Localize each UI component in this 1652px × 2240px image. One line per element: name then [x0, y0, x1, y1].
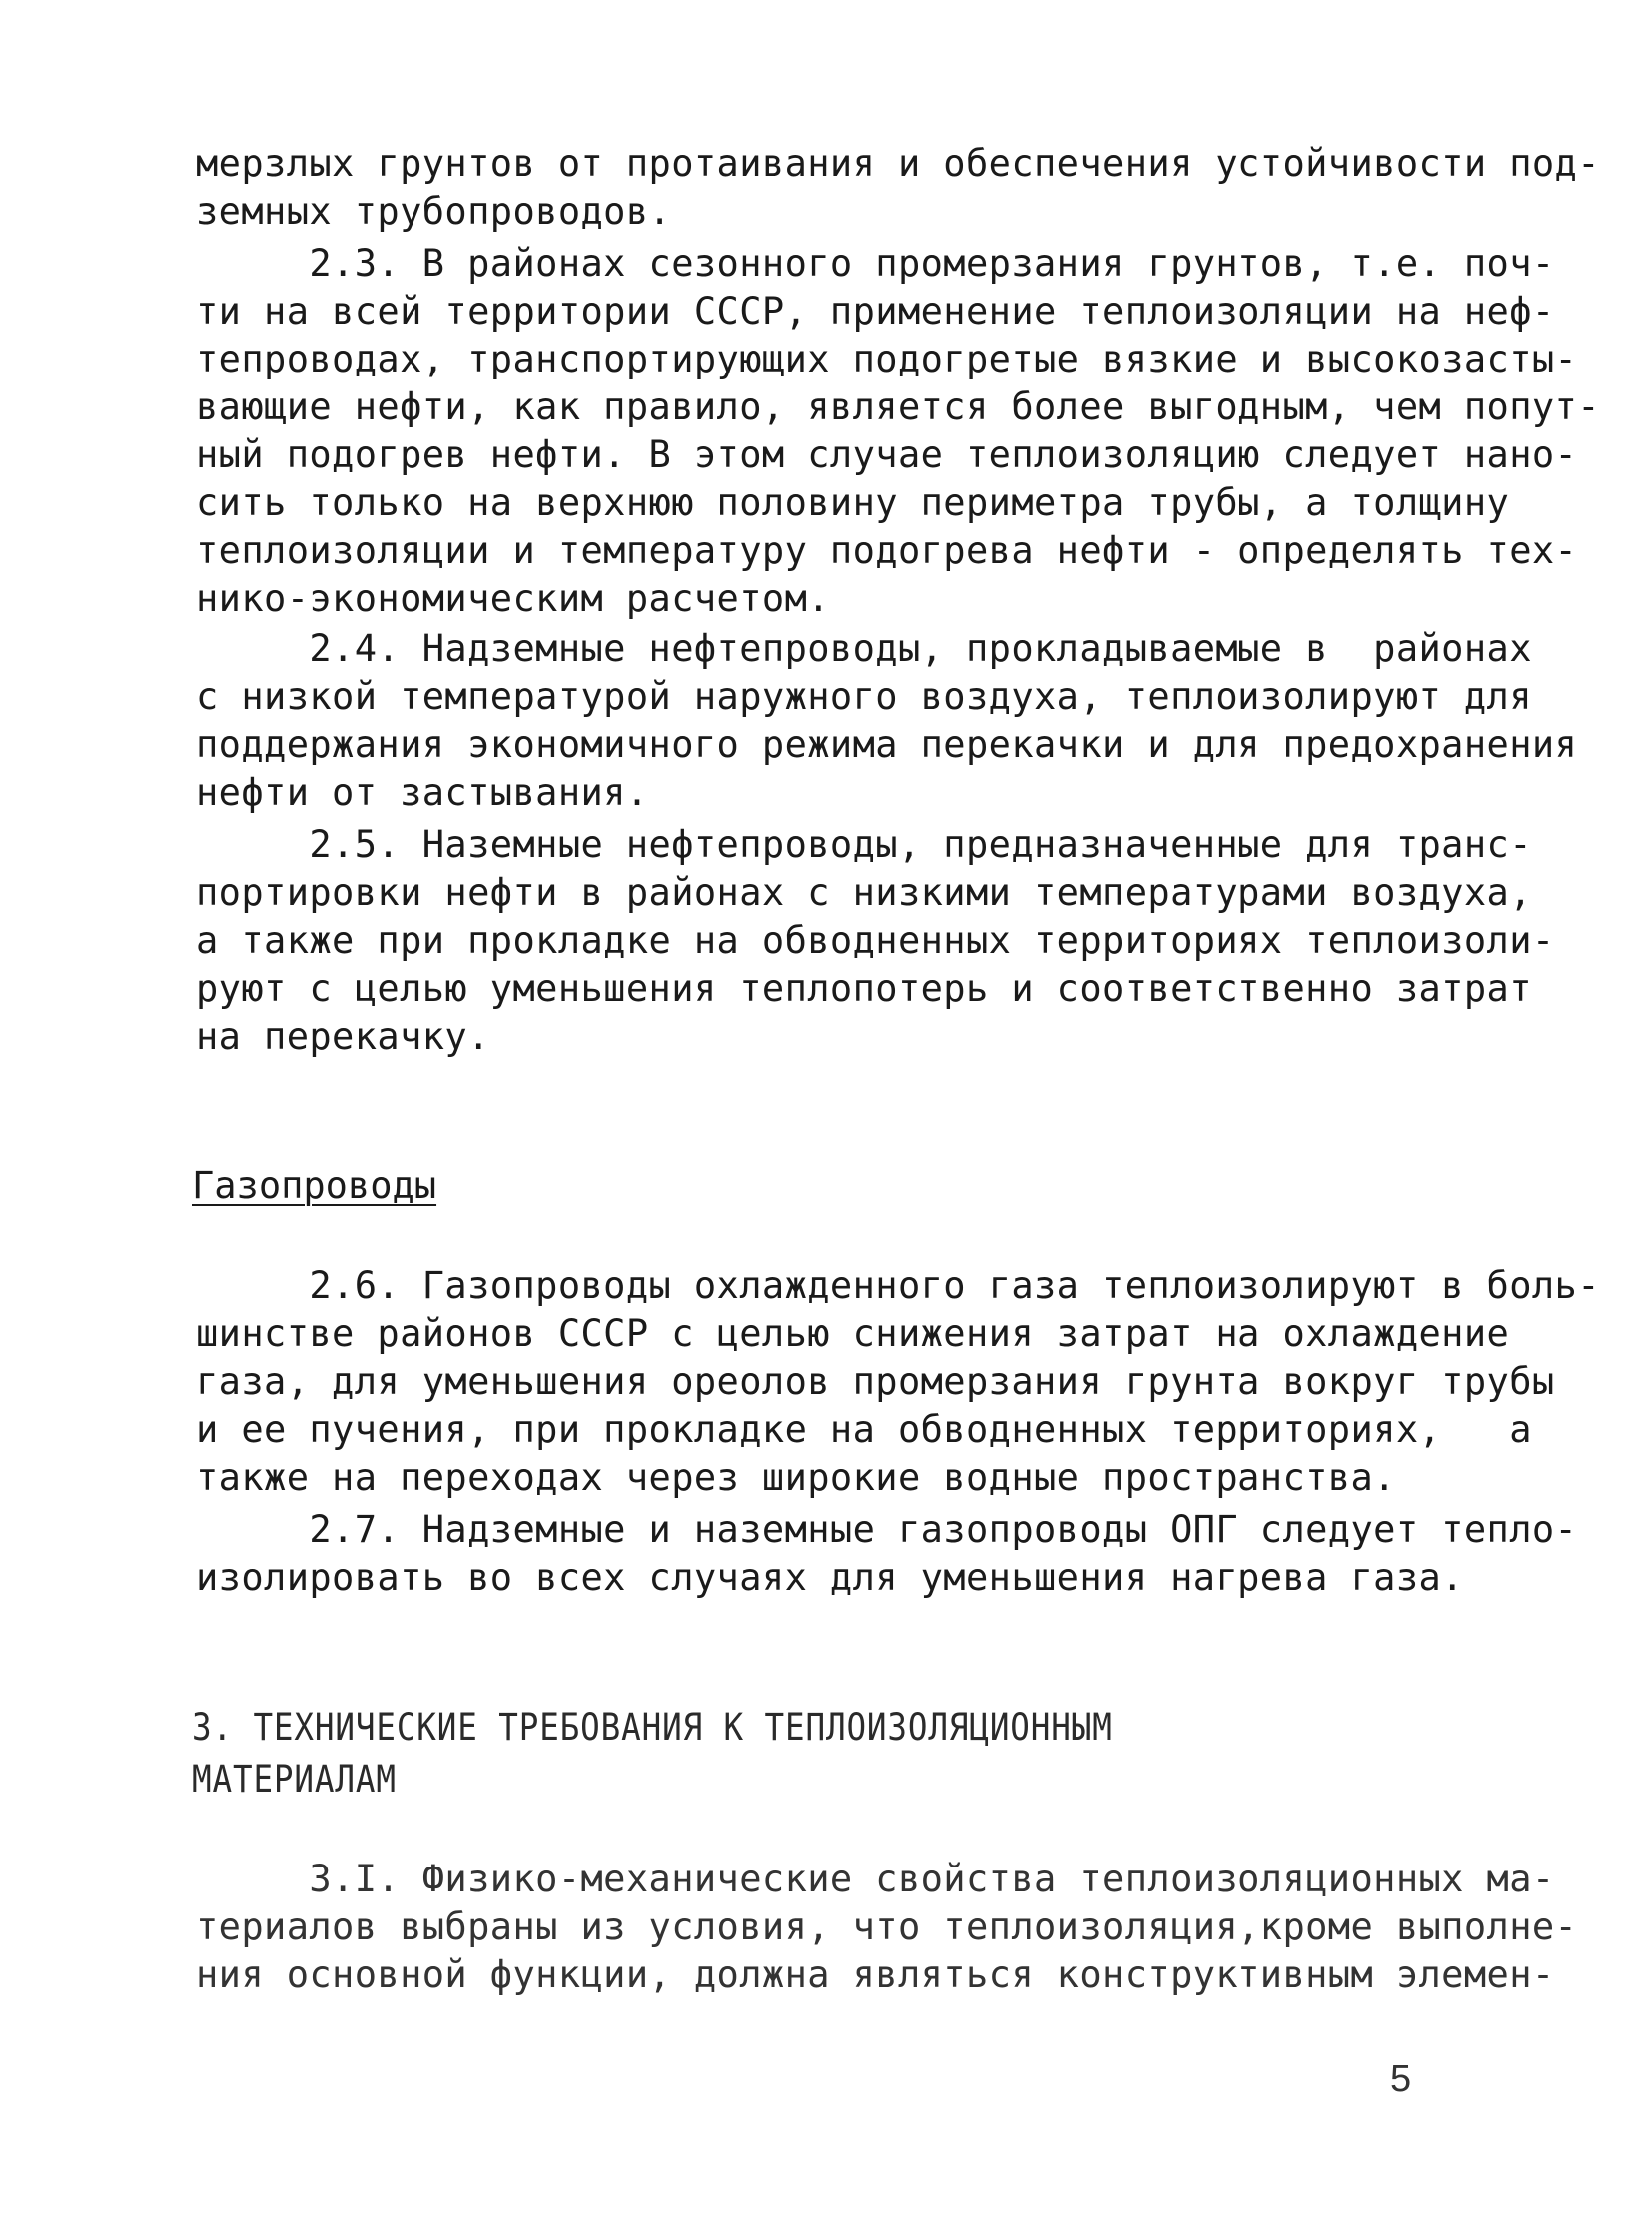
- text-line: также на переходах через широкие водные пространства.: [196, 1456, 1396, 1499]
- text-line: земных трубопроводов.: [196, 190, 672, 233]
- text-line: а также при прокладке на обводненных территориях теплоизоли-: [196, 919, 1555, 962]
- text-line: 2.3. В районах сезонного промерзания грунтов, т.е. поч-: [196, 242, 1555, 285]
- text-line: ный подогрев нефти. В этом случае теплоизоляцию следует нано-: [196, 433, 1578, 476]
- text-line: тепроводах, транспортирующих подогретые вязкие и высокозасты-: [196, 338, 1578, 380]
- text-line: портировки нефти в районах с низкими температурами воздуха,: [196, 871, 1532, 914]
- text-line: шинстве районов СССР с целью снижения затрат на охлаждение: [196, 1312, 1510, 1355]
- text-line: нефти от застывания.: [196, 771, 649, 814]
- text-line: газа, для уменьшения ореолов промерзания грунта вокруг трубы: [196, 1360, 1555, 1403]
- section-heading: 3. ТЕХНИЧЕСКИЕ ТРЕБОВАНИЯ К ТЕПЛОИЗОЛЯЦИОННЫМ: [192, 1706, 1113, 1749]
- text-line: теплоизоляции и температуру подогрева нефти - определять тех-: [196, 529, 1578, 572]
- text-line: сить только на верхнюю половину периметра трубы, а толщину: [196, 481, 1510, 524]
- text-line: нико-экономическим расчетом.: [196, 577, 830, 620]
- text-line: на перекачку.: [196, 1015, 490, 1058]
- text-line: мерзлых грунтов от протаивания и обеспечения устойчивости под-: [196, 142, 1600, 185]
- text-line: териалов выбраны из условия, что теплоизоляция,кроме выполне-: [196, 1905, 1578, 1948]
- text-line: изолировать во всех случаях для уменьшения нагрева газа.: [196, 1556, 1464, 1599]
- text-line: руют с целью уменьшения теплопотерь и соответственно затрат: [196, 967, 1532, 1010]
- subsection-heading: Газопроводы: [192, 1164, 437, 1207]
- text-line: ти на всей территории СССР, применение теплоизоляции на неф-: [196, 290, 1555, 333]
- text-line: 2.6. Газопроводы охлажденного газа теплоизолируют в боль-: [196, 1264, 1600, 1307]
- text-line: 3.I. Физико-механические свойства теплоизоляционных ма-: [196, 1858, 1555, 1900]
- text-line: ния основной функции, должна являться конструктивным элемен-: [196, 1953, 1555, 1996]
- text-line: 2.4. Надземные нефтепроводы, прокладываемые в районах: [196, 627, 1532, 670]
- section-heading: МАТЕРИАЛАМ: [192, 1758, 397, 1801]
- text-line: и ее пучения, при прокладке на обводненных территориях, а: [196, 1408, 1532, 1451]
- text-line: вающие нефти, как правило, является более выгодным, чем попут-: [196, 385, 1600, 428]
- page-number: 5: [1390, 2058, 1412, 2100]
- text-line: поддержания экономичного режима перекачки и для предохранения: [196, 723, 1578, 766]
- text-line: 2.5. Наземные нефтепроводы, предназначенные для транс-: [196, 823, 1532, 866]
- text-line: с низкой температурой наружного воздуха, теплоизолируют для: [196, 675, 1532, 718]
- text-line: 2.7. Надземные и наземные газопроводы ОПГ следует тепло-: [196, 1508, 1578, 1551]
